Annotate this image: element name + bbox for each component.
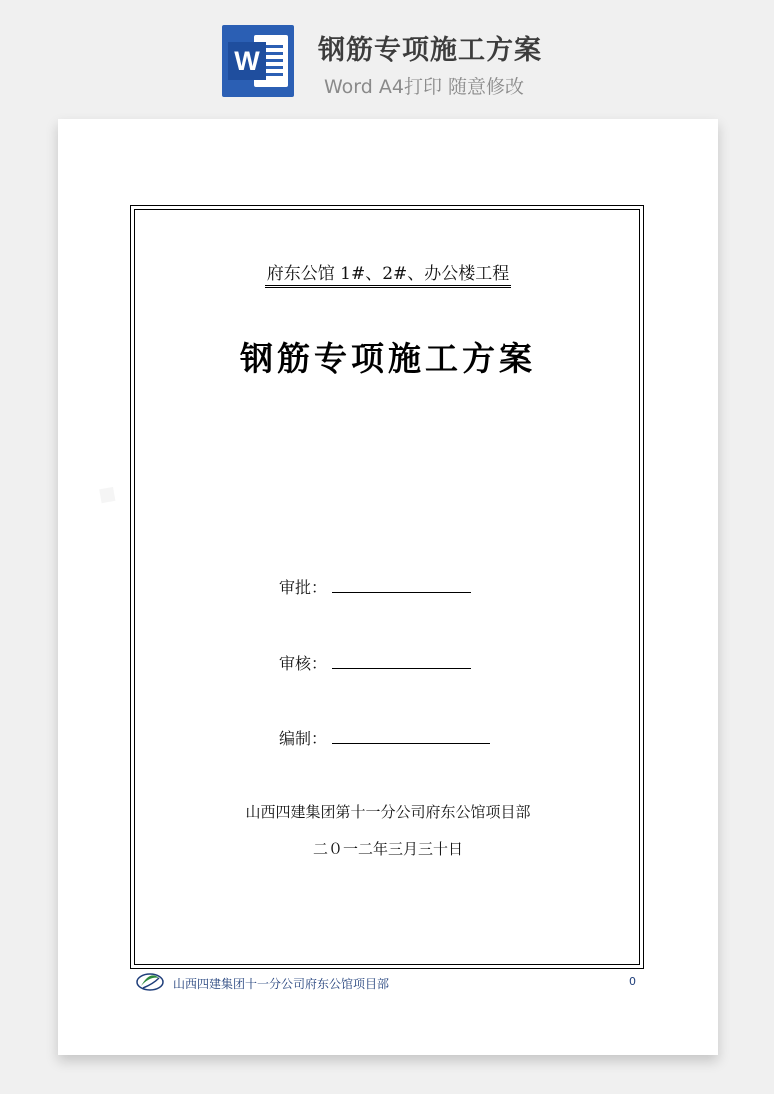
page-number: 0	[629, 975, 636, 988]
document-page	[58, 119, 718, 1055]
header-subtitle: Word A4打印 随意修改	[324, 76, 525, 98]
header	[0, 0, 774, 110]
review-line	[332, 668, 471, 669]
review-label: 审核：	[279, 654, 328, 673]
project-name: 府东公馆 1#、2#、办公楼工程	[58, 259, 718, 288]
footer-text: 山西四建集团十一分公司府东公馆项目部	[173, 977, 390, 991]
word-letter: W	[228, 42, 266, 80]
prepared-row	[279, 726, 327, 749]
approval-line	[332, 592, 471, 593]
prepared-line	[332, 743, 490, 744]
organization: 山西四建集团第十一分公司府东公馆项目部	[245, 803, 531, 821]
header-title: 钢筋专项施工方案	[318, 35, 542, 66]
prepared-label: 编制：	[279, 729, 328, 748]
review-row	[279, 651, 327, 674]
watermark	[91, 476, 125, 512]
approval-label: 审批：	[279, 578, 328, 597]
approval-row	[279, 575, 327, 598]
document-date: 二０一二年三月三十日	[312, 840, 463, 858]
company-logo-icon	[135, 972, 165, 992]
document-title: 钢筋专项施工方案	[240, 339, 536, 378]
word-icon	[222, 25, 294, 97]
